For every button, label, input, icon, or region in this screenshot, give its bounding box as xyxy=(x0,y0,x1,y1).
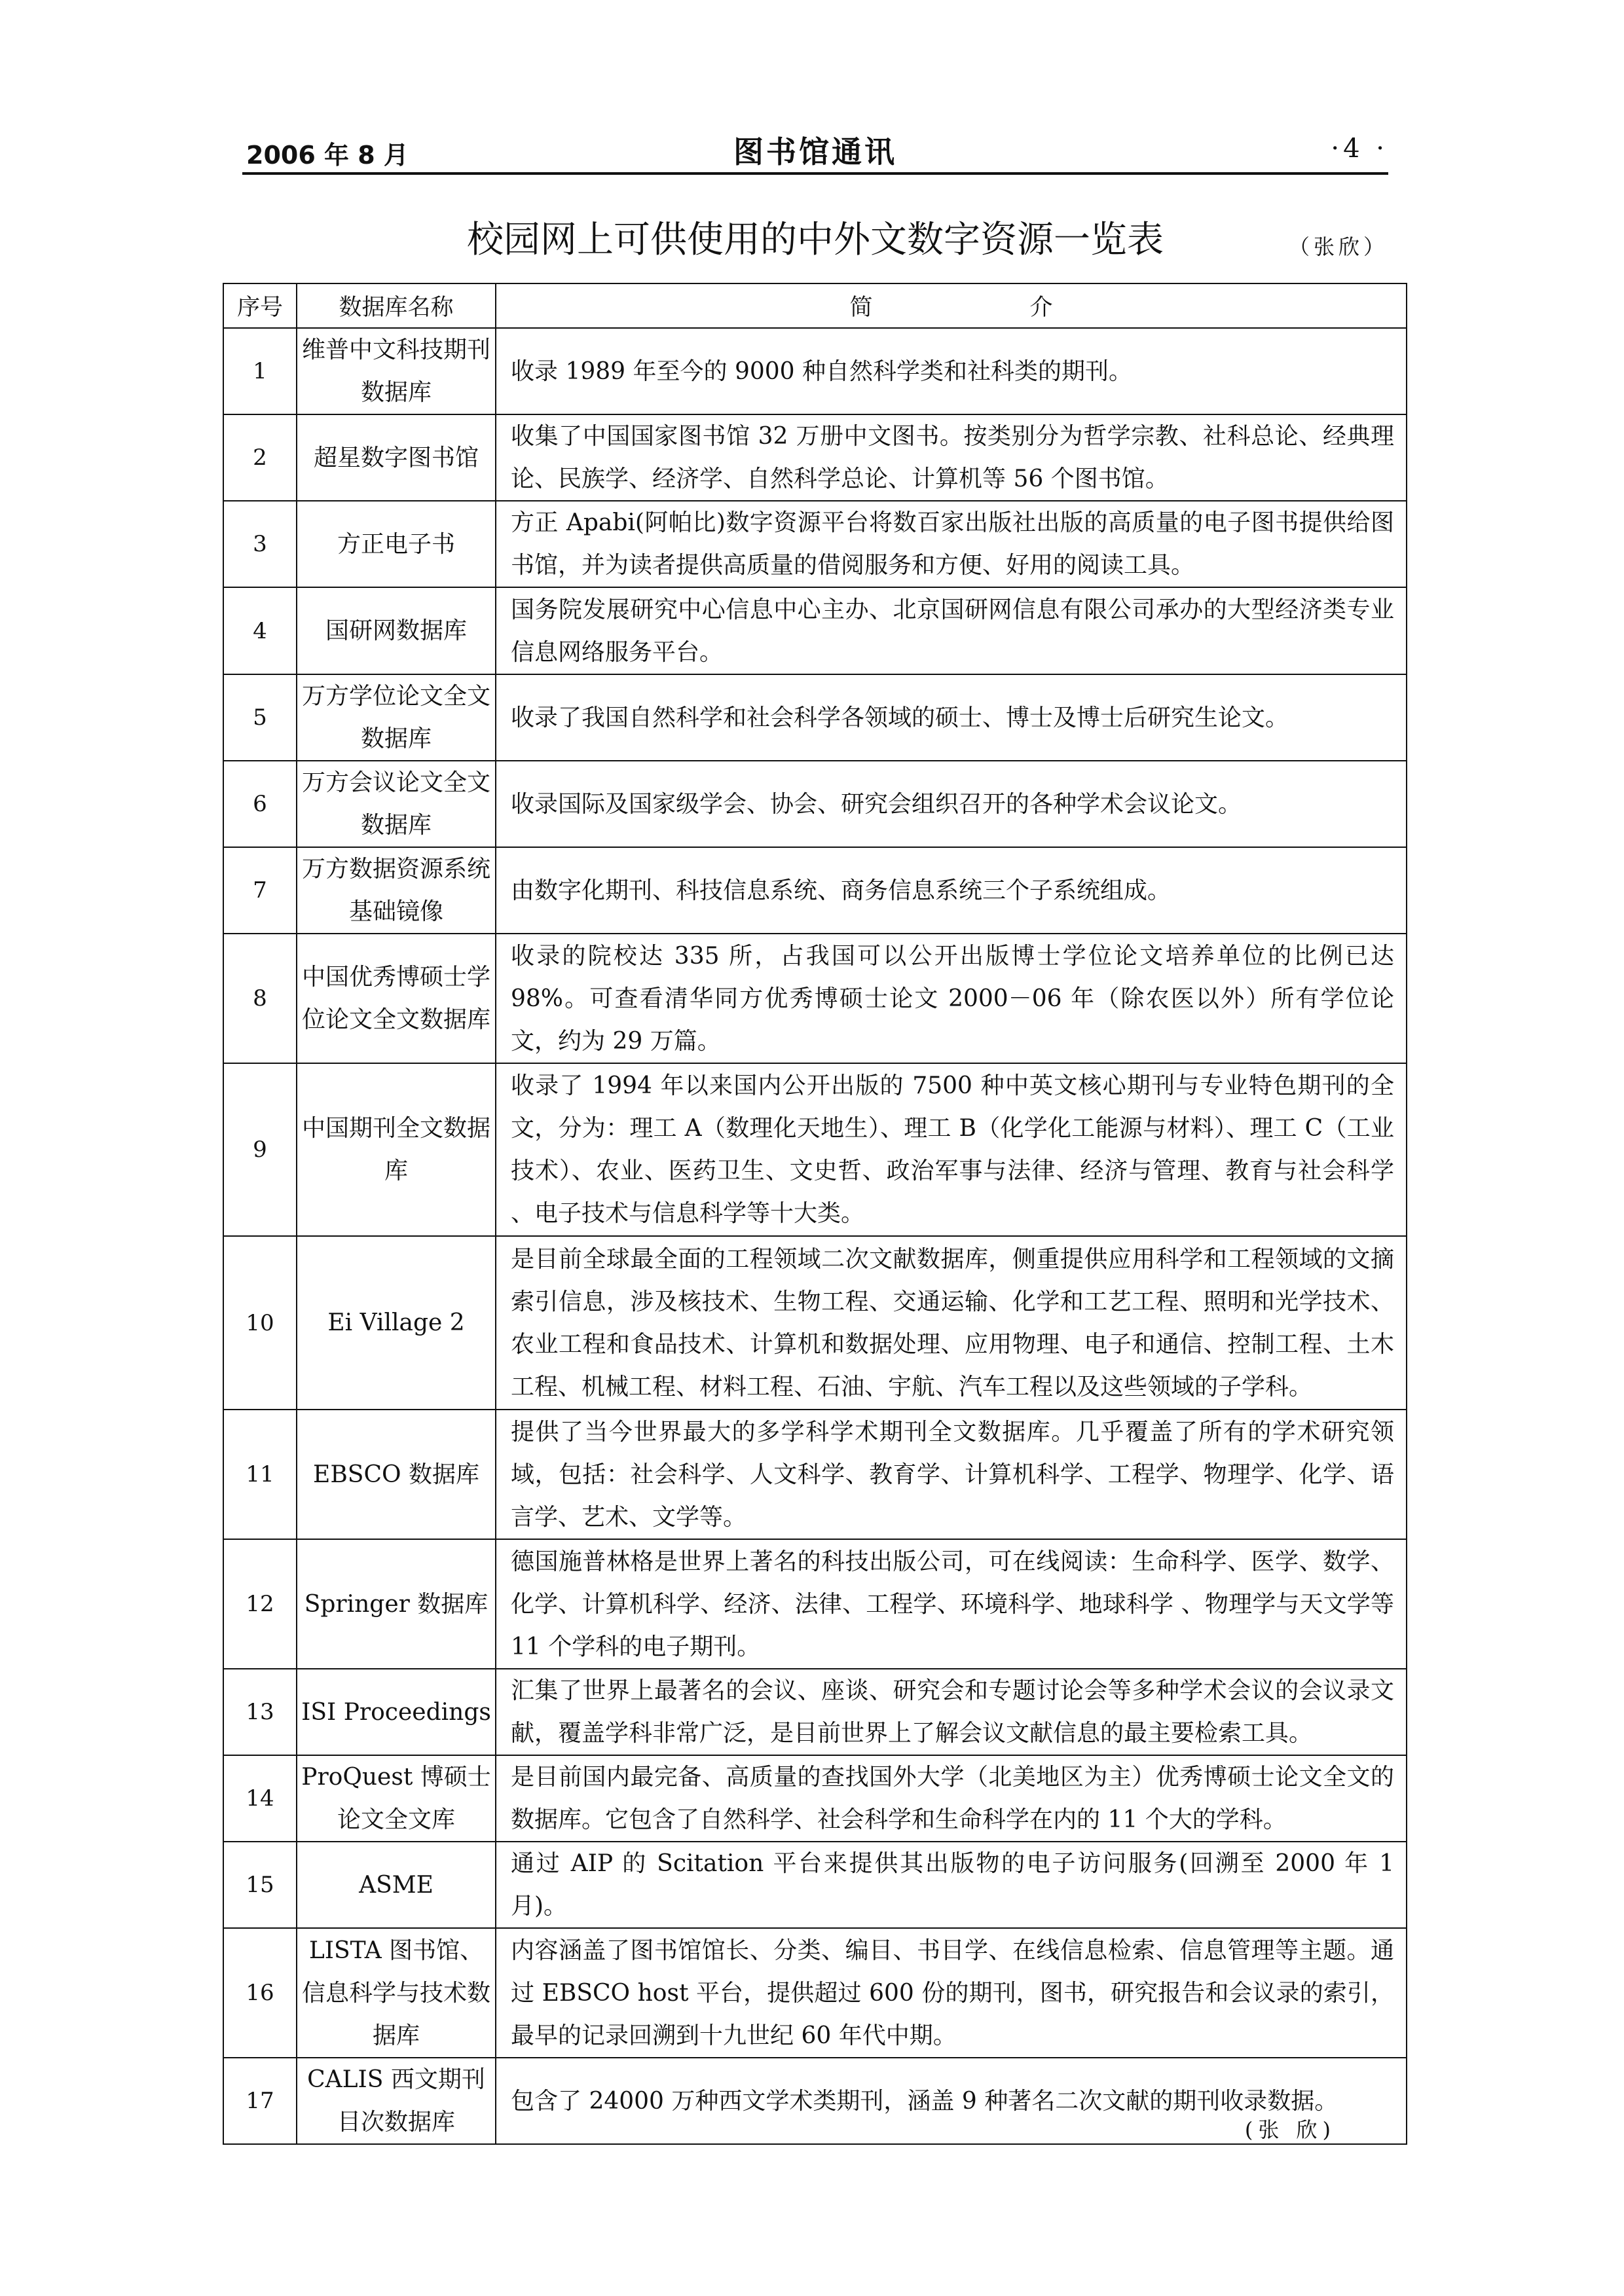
database-description: 收录的院校达 335 所，占我国可以公开出版博士学位论文培养单位的比例已达 98%。可查看清华同方优秀博硕士论文 2000－06 年（除农医以外）所有学位论文，约为 29 万篇。 xyxy=(496,934,1407,1063)
database-name: 中国期刊全文数据库 xyxy=(297,1063,496,1236)
table-row xyxy=(223,1539,1407,1669)
table-row xyxy=(223,847,1407,934)
database-description: 是目前全球最全面的工程领域二次文献数据库，侧重提供应用科学和工程领域的文摘索引信息，涉及核技术、生物工程、交通运输、化学和工艺工程、照明和光学技术、农业工程和食品技术、计算机和数据处理、应用物理、电子和通信、控制工程、土木工程、机械工程、材料工程、石油、宇航、汽车工程以及这些领域的子学科。 xyxy=(496,1236,1407,1410)
database-name: Ei Village 2 xyxy=(297,1236,496,1410)
row-number: 15 xyxy=(223,1842,297,1928)
table-row xyxy=(223,1063,1407,1236)
database-description: 是目前国内最完备、高质量的查找国外大学（北美地区为主）优秀博硕士论文全文的数据库。它包含了自然科学、社会科学和生命科学在内的 11 个大的学科。 xyxy=(496,1755,1407,1842)
table-row xyxy=(223,1842,1407,1928)
database-name: 方正电子书 xyxy=(297,501,496,587)
database-name: EBSCO 数据库 xyxy=(297,1410,496,1539)
database-name: 超星数字图书馆 xyxy=(297,414,496,501)
database-description: 收录了 1994 年以来国内公开出版的 7500 种中英文核心期刊与专业特色期刊的全文，分为：理工 A（数理化天地生）、理工 B（化学化工能源与材料）、理工 C（工业技术）、农业、医药卫生、文史哲、政治军事与法律、经济与管理、教育与社会科学 、电子技术与信息科学等十大类。 xyxy=(496,1063,1407,1236)
header-desc-part2: 介 xyxy=(1029,295,1053,321)
publication-name: 图书馆通讯 xyxy=(733,134,897,170)
row-number: 4 xyxy=(223,587,297,674)
database-name: LISTA 图书馆、信息科学与技术数据库 xyxy=(297,1928,496,2058)
table-row xyxy=(223,2058,1407,2144)
database-name: CALIS 西文期刊目次数据库 xyxy=(297,2058,496,2144)
page-header xyxy=(242,124,1388,172)
row-number: 5 xyxy=(223,674,297,761)
row-number: 17 xyxy=(223,2058,297,2144)
database-name: 中国优秀博硕士学位论文全文数据库 xyxy=(297,934,496,1063)
row-number: 12 xyxy=(223,1539,297,1669)
table-row xyxy=(223,934,1407,1063)
database-description: 国务院发展研究中心信息中心主办、北京国研网信息有限公司承办的大型经济类专业信息网络服务平台。 xyxy=(496,587,1407,674)
row-number: 13 xyxy=(223,1669,297,1755)
footer-author: (张 欣) xyxy=(1244,2117,1336,2142)
database-description: 提供了当今世界最大的多学科学术期刊全文数据库。几乎覆盖了所有的学术研究领域，包括：社会科学、人文科学、教育学、计算机科学、工程学、物理学、化学、语言学、艺术、文学等。 xyxy=(496,1410,1407,1539)
database-name: ISI Proceedings xyxy=(297,1669,496,1755)
database-description: 内容涵盖了图书馆馆长、分类、编目、书目学、在线信息检索、信息管理等主题。通过 EBSCO host 平台，提供超过 600 份的期刊，图书，研究报告和会议录的索引，最早的记录回溯到十九世纪 60 年代中期。 xyxy=(496,1928,1407,2058)
database-description: 方正 Apabi(阿帕比)数字资源平台将数百家出版社出版的高质量的电子图书提供给图书馆，并为读者提供高质量的借阅服务和方便、好用的阅读工具。 xyxy=(496,501,1407,587)
header-desc-part1: 简 xyxy=(849,295,873,321)
header-rule xyxy=(242,172,1388,175)
database-description: 德国施普林格是世界上著名的科技出版公司，可在线阅读：生命科学、医学、数学、化学、计算机科学、经济、法律、工程学、环境科学、地球科学 、物理学与天文学等 11 个学科的电子期刊。 xyxy=(496,1539,1407,1669)
table-row xyxy=(223,1669,1407,1755)
database-name: 万方学位论文全文数据库 xyxy=(297,674,496,761)
database-description: 收录了我国自然科学和社会科学各领域的硕士、博士及博士后研究生论文。 xyxy=(496,674,1407,761)
author-top: （张欣） xyxy=(1288,234,1388,259)
database-name: Springer 数据库 xyxy=(297,1539,496,1669)
table-row xyxy=(223,674,1407,761)
header-name: 数据库名称 xyxy=(297,283,496,328)
table-row xyxy=(223,761,1407,847)
header-desc xyxy=(496,283,1407,328)
database-description: 通过 AIP 的 Scitation 平台来提供其出版物的电子访问服务(回溯至 2000 年 1 月)。 xyxy=(496,1842,1407,1928)
issue-date: 2006 年 8 月 xyxy=(246,141,409,170)
database-name: ProQuest 博硕士论文全文库 xyxy=(297,1755,496,1842)
database-name: 维普中文科技期刊数据库 xyxy=(297,328,496,414)
row-number: 7 xyxy=(223,847,297,934)
database-description: 由数字化期刊、科技信息系统、商务信息系统三个子系统组成。 xyxy=(496,847,1407,934)
table-row xyxy=(223,328,1407,414)
row-number: 6 xyxy=(223,761,297,847)
row-number: 10 xyxy=(223,1236,297,1410)
database-name: 国研网数据库 xyxy=(297,587,496,674)
row-number: 11 xyxy=(223,1410,297,1539)
table-row xyxy=(223,414,1407,501)
database-description: 收录国际及国家级学会、协会、研究会组织召开的各种学术会议论文。 xyxy=(496,761,1407,847)
table-row xyxy=(223,587,1407,674)
database-description: 收录 1989 年至今的 9000 种自然科学类和社科类的期刊。 xyxy=(496,328,1407,414)
row-number: 2 xyxy=(223,414,297,501)
row-number: 9 xyxy=(223,1063,297,1236)
row-number: 1 xyxy=(223,328,297,414)
database-description: 汇集了世界上最著名的会议、座谈、研究会和专题讨论会等多种学术会议的会议录文献，覆盖学科非常广泛，是目前世界上了解会议文献信息的最主要检索工具。 xyxy=(496,1669,1407,1755)
database-description: 收集了中国国家图书馆 32 万册中文图书。按类别分为哲学宗教、社科总论、经典理论、民族学、经济学、自然科学总论、计算机等 56 个图书馆。 xyxy=(496,414,1407,501)
row-number: 14 xyxy=(223,1755,297,1842)
database-description: 包含了 24000 万种西文学术类期刊，涵盖 9 种著名二次文献的期刊收录数据。 xyxy=(496,2058,1407,2144)
table-row xyxy=(223,1755,1407,1842)
resource-table xyxy=(223,283,1407,2145)
row-number: 8 xyxy=(223,934,297,1063)
database-name: 万方数据资源系统基础镜像 xyxy=(297,847,496,934)
table-row xyxy=(223,1236,1407,1410)
row-number: 3 xyxy=(223,501,297,587)
page-number: ·4 · xyxy=(1331,134,1388,164)
database-name: ASME xyxy=(297,1842,496,1928)
header-no: 序号 xyxy=(223,283,297,328)
page-title: 校园网上可供使用的中外文数字资源一览表 xyxy=(467,219,1164,261)
row-number: 16 xyxy=(223,1928,297,2058)
table-row xyxy=(223,501,1407,587)
table-row xyxy=(223,1410,1407,1539)
database-name: 万方会议论文全文数据库 xyxy=(297,761,496,847)
table-header-row xyxy=(223,283,1407,328)
table-row xyxy=(223,1928,1407,2058)
